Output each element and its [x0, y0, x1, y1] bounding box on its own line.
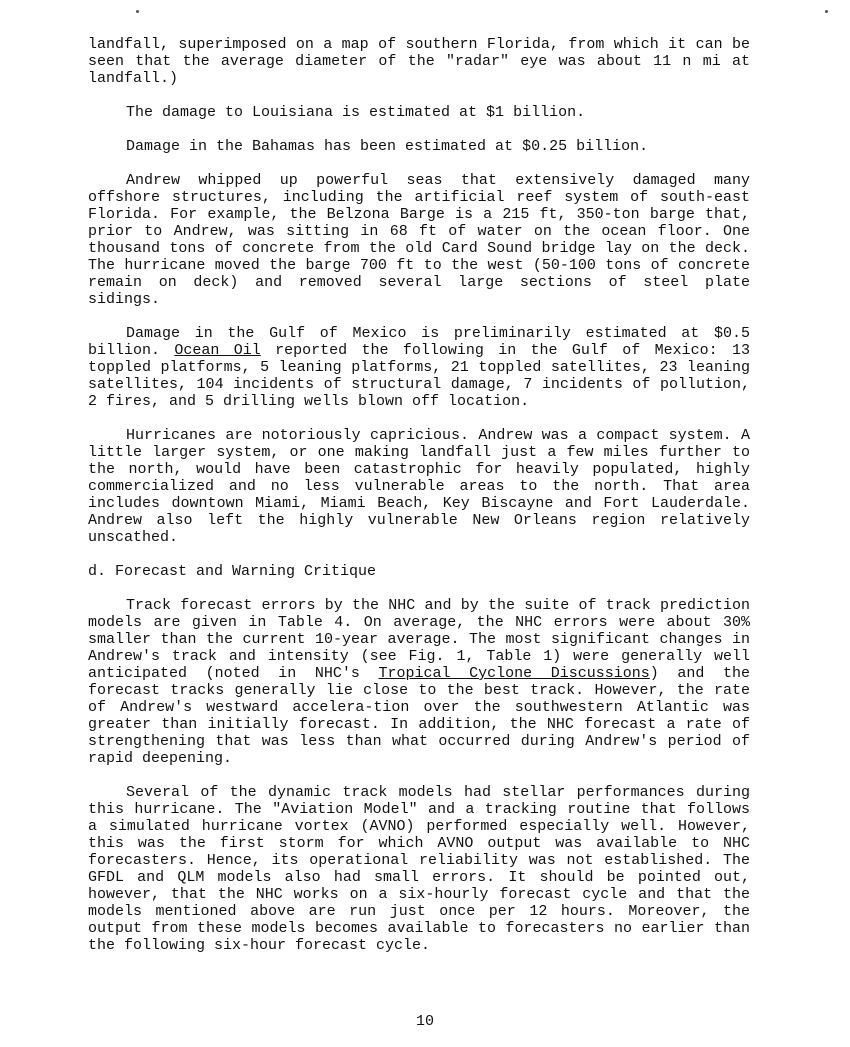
paragraph-dynamic-models: Several of the dynamic track models had stellar performances during this hurricane. The "Aviation Model" and a tracking routine that follows a simulated hurricane vortex (AVNO) performed especially well. However, this was the first storm for which AVNO output was available to NHC forecasters. Hence, its operational reliability was not established. The GFDL and QLM models also had small errors. It should be pointed out, however, that the NHC works on a six-hourly forecast cycle and that the models mentioned above are run just once per 12 hours. Moreover, the output from these models becomes available to forecasters no earlier than the following six-hour forecast cycle.: [88, 784, 750, 954]
paragraph-bahamas-damage: Damage in the Bahamas has been estimated at $0.25 billion.: [126, 138, 649, 155]
paragraph-gulf-damage: [88, 325, 750, 410]
paragraph-landfall-eye: landfall, superimposed on a map of southern Florida, from which it can be seen that the average diameter of the "radar" eye was about 11 n mi at landfall.): [88, 36, 750, 87]
scan-speck: [136, 10, 139, 13]
document-page: [88, 36, 750, 971]
track-errors-text-start: Track forecast errors by the NHC and by the suite of track prediction models are given in Table 4. On average, the NHC errors were about 30% smaller than the current 10-year average. The most significant changes in Andrew's track and intensity (see Fig. 1, Table 1) were generally well anticipated (noted in NHC's: [88, 597, 750, 682]
gulf-damage-text-start: Damage in the Gulf of Mexico is preliminarily estimated at $0.5 billion.: [88, 325, 750, 359]
paragraph-capricious: Hurricanes are notoriously capricious. Andrew was a compact system. A little larger system, or one making landfall just a few miles further to the north, would have been catastrophic for heavily populated, highly commercialized and no less vulnerable areas to the north. That area includes downtown Miami, Miami Beach, Key Biscayne and Fort Lauderdale. Andrew also left the highly vulnerable New Orleans region relatively unscathed.: [88, 427, 750, 546]
section-heading: d. Forecast and Warning Critique: [88, 563, 377, 580]
tropical-cyclone-discussions-underlined: Tropical Cyclone Discussions: [378, 665, 650, 682]
page-number: 10: [415, 1013, 434, 1030]
track-errors-text-end: ) and the forecast tracks generally lie close to the best track. However, the rate of Andrew's westward accelera-tion over the southwestern Atlantic was greater than initially forecast. In addition, the NHC forecast a rate of strengthening that was less than what occurred during Andrew's period of rapid deepening.: [88, 665, 751, 767]
paragraph-louisiana-damage: The damage to Louisiana is estimated at $1 billion.: [126, 104, 586, 121]
scan-speck: [825, 10, 828, 13]
gulf-damage-text-end: reported the following in the Gulf of Mexico: 13 toppled platforms, 5 leaning platforms, 21 toppled satellites, 23 leaning satellites, 104 incidents of structural damage, 7 incidents of pollution, 2 fires, and 5 drilling wells blown off location.: [88, 342, 751, 410]
paragraph-offshore-structures: Andrew whipped up powerful seas that extensively damaged many offshore structures, including the artificial reef system of south-east Florida. For example, the Belzona Barge is a 215 ft, 350-ton barge that, prior to Andrew, was sitting in 68 ft of water on the ocean floor. One thousand tons of concrete from the old Card Sound bridge lay on the deck. The hurricane moved the barge 700 ft to the west (50-100 tons of concrete remain on deck) and removed several large sections of steel plate sidings.: [88, 172, 750, 308]
ocean-oil-underlined: Ocean Oil: [174, 342, 261, 359]
paragraph-track-errors: [88, 597, 750, 767]
